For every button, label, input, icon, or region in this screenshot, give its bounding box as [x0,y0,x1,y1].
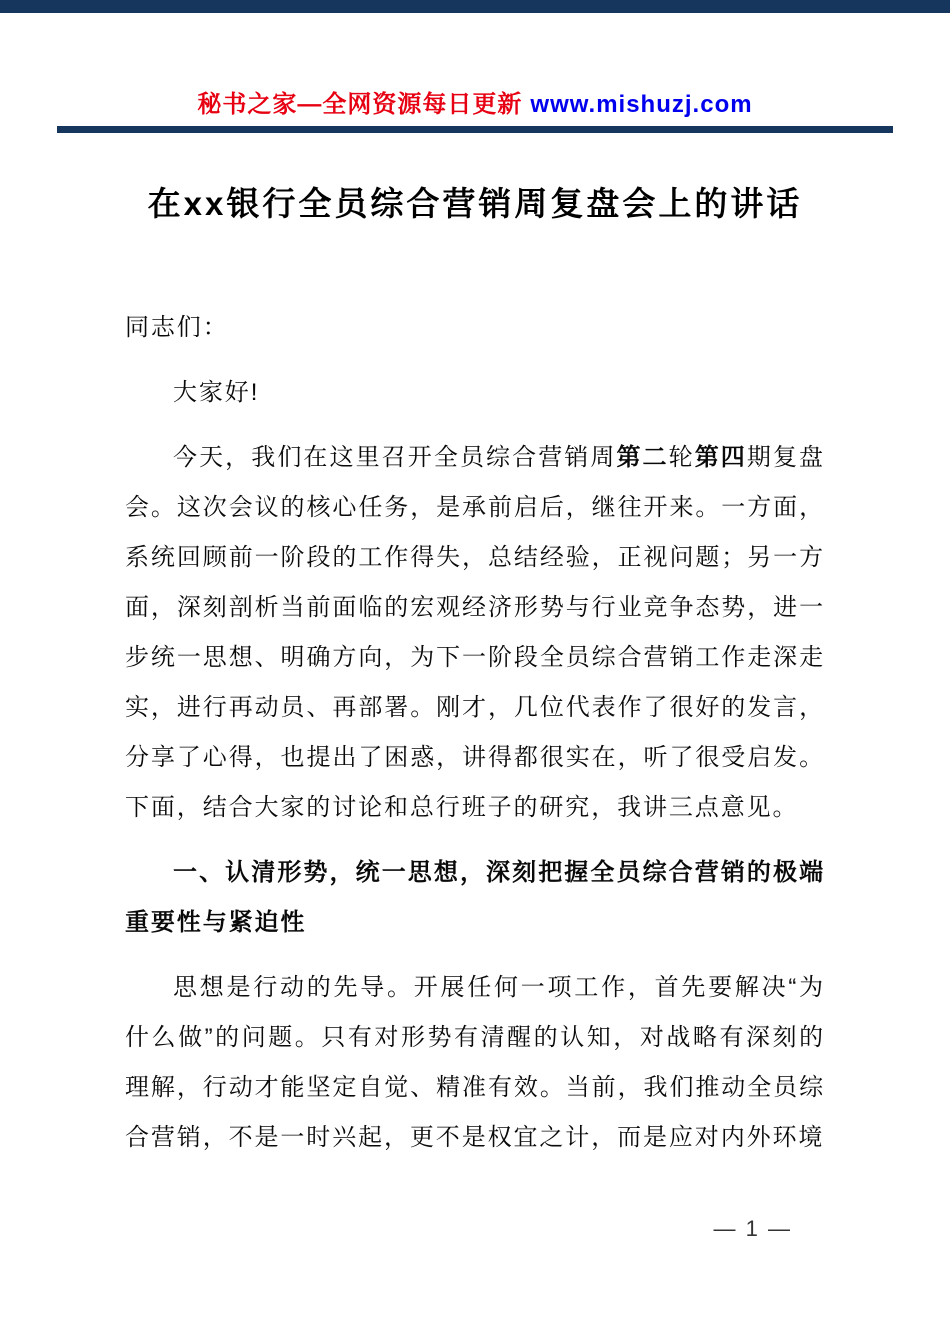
document-title: 在xx银行全员综合营销周复盘会上的讲话 [147,185,803,222]
page-number: — 1 — [713,1216,792,1241]
site-tagline: —全网资源每日更新 [297,91,523,118]
site-name: 秘书之家 [197,91,298,118]
opening-paragraph-segment: 轮 [668,444,695,471]
greeting-paragraph: 大家好! [173,379,260,406]
opening-paragraph-segment: 期复盘会。这次会议的核心任务，是承前启后，继往开来。一方面，系统回顾前一阶段的工作得失，总结经验，正视问题；另一方面，深刻剖析当前面临的宏观经济形势与行业竞争态势，进一步统一思想、明确方向，为下一阶段全员综合营销工作走深走实，进行再动员、再部署。刚才，几位代表作了很好的发言，分享了心得，也提出了困惑，讲得都很实在，听了很受启发。下面，结合大家的讨论和总行班子的研究，我讲三点意见。 [125,444,825,821]
section-heading-1: 一、认清形势，统一思想，深刻把握全员综合营销的极端重要性与紧迫性 [125,859,825,936]
opening-paragraph-bold: 第二 [616,444,669,471]
document-body [125,303,825,1178]
site-url-link[interactable]: www.mishuzj.com [530,91,753,118]
salutation: 同志们： [125,314,229,341]
opening-paragraph [125,433,825,833]
body-paragraph: 思想是行动的先导。开展任何一项工作，首先要解决“为什么做”的问题。只有对形势有清醒的认知，对战略有深刻的理解，行动才能坚定自觉、精准有效。当前，我们推动全员综合营销，不是一时兴起，更不是权宜之计，而是应对内外环境 [125,974,825,1151]
header-rule [57,126,893,133]
site-header [0,84,950,119]
opening-paragraph-bold: 第四 [694,444,747,471]
opening-paragraph-segment: 今天，我们在这里召开全员综合营销周 [173,444,617,471]
top-accent-bar [0,0,950,13]
